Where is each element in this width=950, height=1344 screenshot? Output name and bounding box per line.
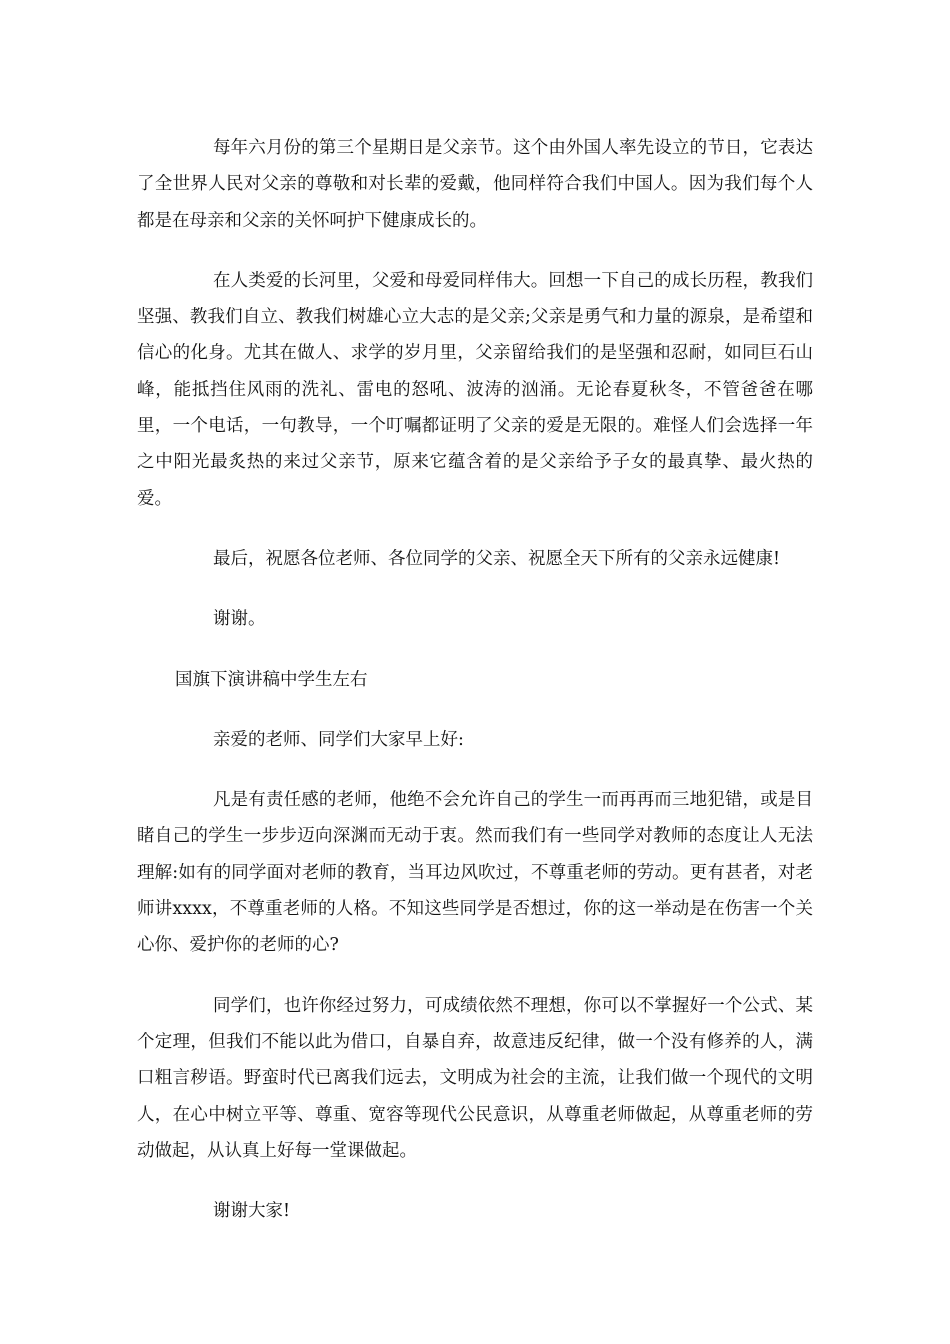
- paragraph-civility: 同学们，也许你经过努力，可成绩依然不理想，你可以不掌握好一个公式、某个定理，但我们不能以此为借口，自暴自弃，故意违反纪律，做一个没有修养的人，满口粗言秽语。野蛮时代已离我们远去，文明成为社会的主流，让我们做一个现代的文明人，在心中树立平等、尊重、宽容等现代公民意识，从尊重老师做起，从尊重老师的劳动做起，从认真上好每一堂课做起。: [137, 995, 813, 1161]
- paragraph-respect-teachers: 凡是有责任感的老师，他绝不会允许自己的学生一而再再而三地犯错，或是目睹自己的学生一步步迈向深渊而无动于衷。然而我们有一些同学对教师的态度让人无法理解:如有的同学面对老师的教育，当耳边风吹过，不尊重老师的劳动。更有甚者，对老师讲xxxx，不尊重老师的人格。不知这些同学是否想过，你的这一举动是在伤害一个关心你、爱护你的老师的心?: [137, 790, 813, 956]
- paragraph-fathers-day-intro: 每年六月份的第三个星期日是父亲节。这个由外国人率先设立的节日，它表达了全世界人民对父亲的尊敬和对长辈的爱戴，他同样符合我们中国人。因为我们每个人都是在母亲和父亲的关怀呵护下健康成长的。: [137, 138, 813, 231]
- speech-title: 国旗下演讲稿中学生左右: [175, 669, 368, 690]
- paragraph-fathers-love: 在人类爱的长河里，父爱和母爱同样伟大。回想一下自己的成长历程，教我们坚强、教我们自立、教我们树雄心立大志的是父亲;父亲是勇气和力量的源泉，是希望和信心的化身。尤其在做人、求学的岁月里，父亲留给我们的是坚强和忍耐，如同巨石山峰，能抵挡住风雨的洗礼、雷电的怒吼、波涛的汹涌。无论春夏秋冬，不管爸爸在哪里，一个电话，一句教导，一个叮嘱都证明了父亲的爱是无限的。难怪人们会选择一年之中阳光最炙热的来过父亲节，原来它蕴含着的是父亲给予子女的最真挚、最火热的爱。: [137, 270, 813, 509]
- paragraph-greeting: 亲爱的老师、同学们大家早上好:: [213, 729, 464, 750]
- paragraph-thanks: 谢谢。: [213, 609, 266, 630]
- document-body: [137, 130, 813, 1253]
- paragraph-closing-thanks: 谢谢大家!: [213, 1201, 291, 1222]
- paragraph-blessing: 最后，祝愿各位老师、各位同学的父亲、祝愿全天下所有的父亲永远健康!: [213, 548, 781, 569]
